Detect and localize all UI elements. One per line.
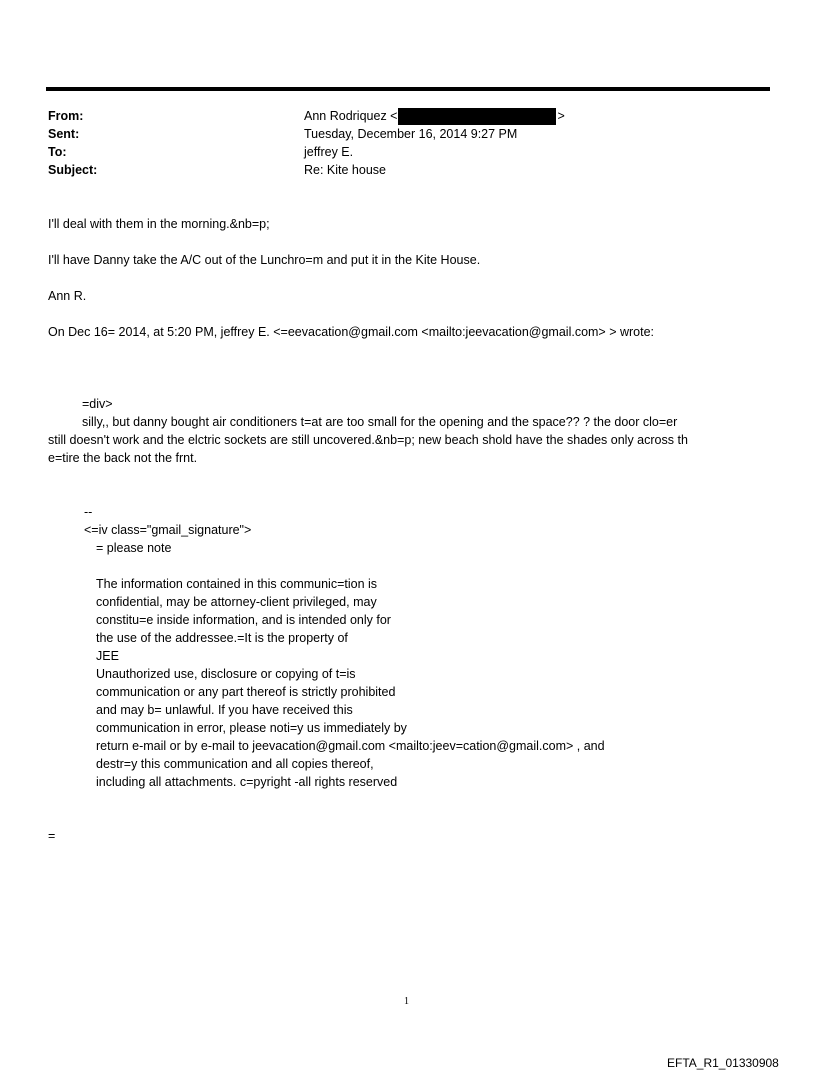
subject-value: Re: Kite house xyxy=(304,163,386,177)
from-label: From: xyxy=(48,109,84,123)
subject-label: Subject: xyxy=(48,163,98,177)
disclaimer-line: confidential, may be attorney-client privileged, may xyxy=(96,595,377,609)
to-value: jeffrey E. xyxy=(304,145,354,159)
redaction-box xyxy=(398,108,556,125)
disclaimer-line: JEE xyxy=(96,649,119,663)
quoted-line-a: silly,, but danny bought air conditioners t=at are too small for the opening and the space?? ? the door clo=er xyxy=(82,415,678,429)
quote-intro: On Dec 16= 2014, at 5:20 PM, jeffrey E. <=eevacation@gmail.com <mailto:jeevacation@gmail.com> > wrote: xyxy=(48,325,655,339)
disclaimer-line: constitu=e inside information, and is intended only for xyxy=(96,613,391,627)
from-close: > xyxy=(557,109,565,123)
sent-row xyxy=(48,125,748,143)
quoted-line-c: e=tire the back not the frnt. xyxy=(48,451,198,465)
sent-label: Sent: xyxy=(48,127,80,141)
signoff: Ann R. xyxy=(48,289,87,303)
disclaimer-line: communication in error, please noti=y us immediately by xyxy=(96,721,407,735)
sent-value: Tuesday, December 16, 2014 9:27 PM xyxy=(304,127,518,141)
from-name: Ann Rodriquez < xyxy=(304,109,398,123)
disclaimer-line: and may b= unlawful. If you have received this xyxy=(96,703,353,717)
disclaimer-line: communication or any part thereof is strictly prohibited xyxy=(96,685,396,699)
page-number: 1 xyxy=(404,996,409,1007)
disclaimer-line: Unauthorized use, disclosure or copying of t=is xyxy=(96,667,356,681)
disclaimer-line: including all attachments. c=pyright -all rights reserved xyxy=(96,775,398,789)
disclaimer-line: The information contained in this communic=tion is xyxy=(96,577,378,591)
sig-tag: <=iv class="gmail_signature"> xyxy=(84,523,252,537)
header-rule xyxy=(46,87,770,91)
body-line-2: I'll have Danny take the A/C out of the Lunchro=m and put it in the Kite House. xyxy=(48,253,481,267)
disclaimer-line: destr=y this communication and all copies thereof, xyxy=(96,757,374,771)
bates-number: EFTA_R1_01330908 xyxy=(667,1056,779,1070)
quoted-line-b: still doesn't work and the elctric sockets are still uncovered.&nb=p; new beach shold have the shades only across th xyxy=(48,433,688,447)
please-note: = please note xyxy=(96,541,172,555)
sig-dashes: -- xyxy=(84,505,93,519)
to-row xyxy=(48,143,748,161)
to-label: To: xyxy=(48,145,67,159)
from-row xyxy=(48,107,748,125)
body-line-1: I'll deal with them in the morning.&nb=p; xyxy=(48,217,270,231)
disclaimer-line: the use of the addressee.=It is the property of xyxy=(96,631,348,645)
quoted-div-tag: =div> xyxy=(82,397,113,411)
disclaimer-line: return e-mail or by e-mail to jeevacation@gmail.com <mailto:jeev=cation@gmail.com> , and xyxy=(96,739,605,753)
from-value xyxy=(304,107,565,125)
trailer-equals: = xyxy=(48,829,56,843)
subject-row xyxy=(48,161,748,179)
